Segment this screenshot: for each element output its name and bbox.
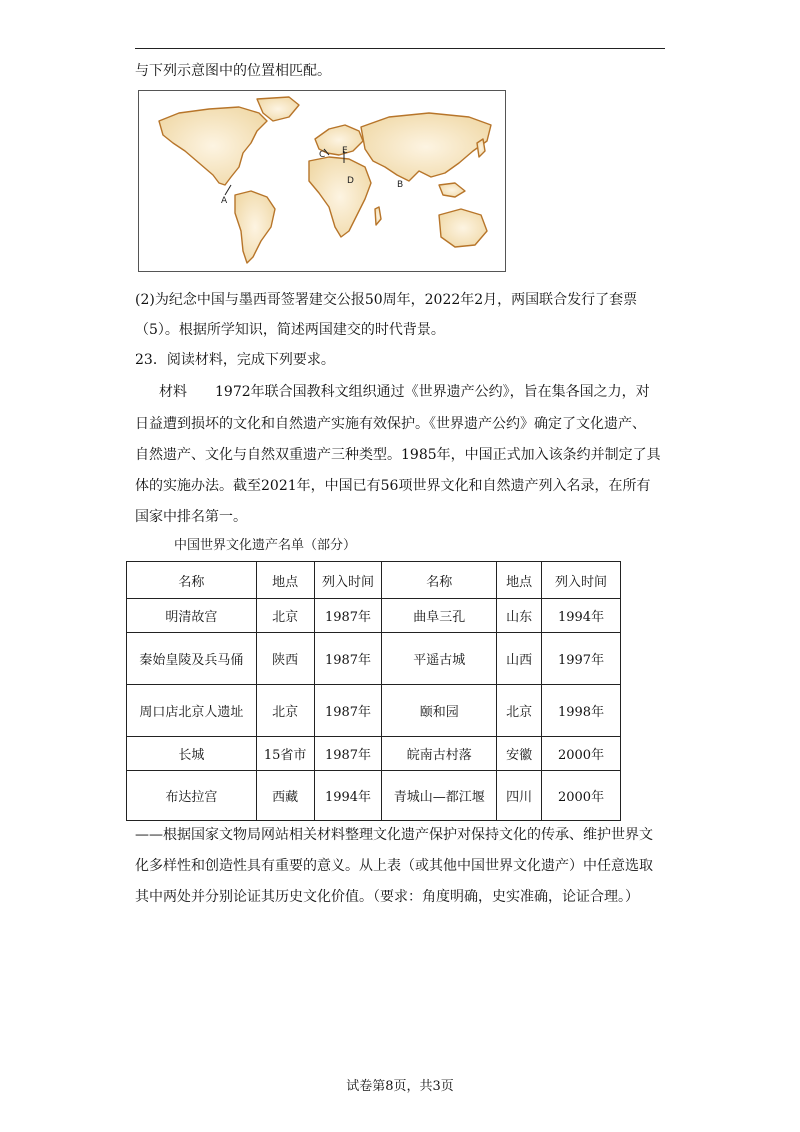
- table-cell: 山西: [497, 633, 542, 685]
- table-cell: 四川: [497, 771, 542, 821]
- table-caption: 中国世界文化遗产名单（部分）: [174, 538, 357, 553]
- table-header: 列入时间: [314, 562, 382, 599]
- table-cell: 1998年: [542, 685, 621, 737]
- table-row: [127, 737, 621, 771]
- table-cell: 1987年: [314, 685, 382, 737]
- table-cell: 北京: [256, 685, 314, 737]
- table-header: 地点: [256, 562, 314, 599]
- question-23-heading: 23．阅读材料，完成下列要求。: [135, 352, 335, 368]
- source-task-line-3: 其中两处并分别论证其历史文化价值。（要求：角度明确，史实准确，论证合理。）: [135, 889, 639, 905]
- table-header: 名称: [127, 562, 257, 599]
- madagascar: [375, 207, 381, 225]
- south-america: [235, 191, 275, 263]
- source-task-line-2: 化多样性和创造性具有重要的意义。从上表（或其他中国世界文化遗产）中任意选取: [135, 858, 653, 874]
- material-line-3: 自然遗产、文化与自然双重遗产三种类型。1985年，中国正式加入该条约并制定了具: [135, 447, 661, 463]
- table-cell: 北京: [497, 685, 542, 737]
- heritage-table: [126, 561, 621, 821]
- table-header: 名称: [382, 562, 497, 599]
- table-header-row: [127, 562, 621, 599]
- map-label-d: D: [347, 176, 354, 186]
- map-label-b: B: [397, 180, 404, 190]
- table-cell: 1994年: [314, 771, 382, 821]
- north-america: [159, 107, 267, 185]
- table-cell: 山东: [497, 599, 542, 633]
- map-label-e: E: [342, 146, 348, 156]
- table-cell: 1994年: [542, 599, 621, 633]
- table-cell: 陕西: [256, 633, 314, 685]
- page-footer: 试卷第8页，共3页: [346, 1079, 454, 1094]
- intro-text: 与下列示意图中的位置相匹配。: [135, 63, 331, 79]
- table-cell: 明清故宫: [127, 599, 257, 633]
- material-line-2: 日益遭到损坏的文化和自然遗产实施有效保护。《世界遗产公约》确定了文化遗产、: [135, 416, 646, 432]
- table-cell: 青城山—都江堰: [382, 771, 497, 821]
- table-cell: 皖南古村落: [382, 737, 497, 771]
- table-cell: 1987年: [314, 633, 382, 685]
- table-row: [127, 685, 621, 737]
- japan: [477, 139, 485, 157]
- table-cell: 平遥古城: [382, 633, 497, 685]
- table-cell: 北京: [256, 599, 314, 633]
- table-cell: 1997年: [542, 633, 621, 685]
- map-label-a: A: [221, 196, 228, 206]
- table-cell: 周口店北京人遗址: [127, 685, 257, 737]
- table-cell: 1987年: [314, 737, 382, 771]
- table-header: 列入时间: [542, 562, 621, 599]
- question-2-line-2: （5）。根据所学知识，简述两国建交的时代背景。: [135, 322, 445, 338]
- material-line-5: 国家中排名第一。: [135, 509, 247, 525]
- table-cell: 安徽: [497, 737, 542, 771]
- table-cell: 2000年: [542, 771, 621, 821]
- world-map-svg: [139, 91, 505, 271]
- world-map: [138, 90, 506, 272]
- material-line-1: 材料 1972年联合国教科文组织通过《世界遗产公约》，旨在集各国之力，对: [159, 384, 650, 400]
- table-row: [127, 599, 621, 633]
- asia: [361, 113, 491, 181]
- table-row: [127, 633, 621, 685]
- map-label-c: C: [319, 150, 326, 160]
- table-cell: 15省市: [256, 737, 314, 771]
- table-row: [127, 771, 621, 821]
- question-2-line-1: (2)为纪念中国与墨西哥签署建交公报50周年，2022年2月，两国联合发行了套票: [135, 292, 638, 308]
- australia: [439, 209, 487, 247]
- table-cell: 1987年: [314, 599, 382, 633]
- table-header: 地点: [497, 562, 542, 599]
- table-cell: 布达拉宫: [127, 771, 257, 821]
- table-cell: 颐和园: [382, 685, 497, 737]
- material-line-4: 体的实施办法。截至2021年，中国已有56项世界文化和自然遗产列入名录，在所有: [135, 478, 651, 494]
- top-rule: [135, 48, 665, 49]
- table-cell: 曲阜三孔: [382, 599, 497, 633]
- table-cell: 长城: [127, 737, 257, 771]
- table-cell: 西藏: [256, 771, 314, 821]
- southeast-asia: [439, 183, 465, 197]
- africa: [309, 157, 371, 237]
- source-task-line-1: ——根据国家文物局网站相关材料整理文化遗产保护对保持文化的传承、维护世界文: [135, 827, 653, 843]
- table-cell: 秦始皇陵及兵马俑: [127, 633, 257, 685]
- table-cell: 2000年: [542, 737, 621, 771]
